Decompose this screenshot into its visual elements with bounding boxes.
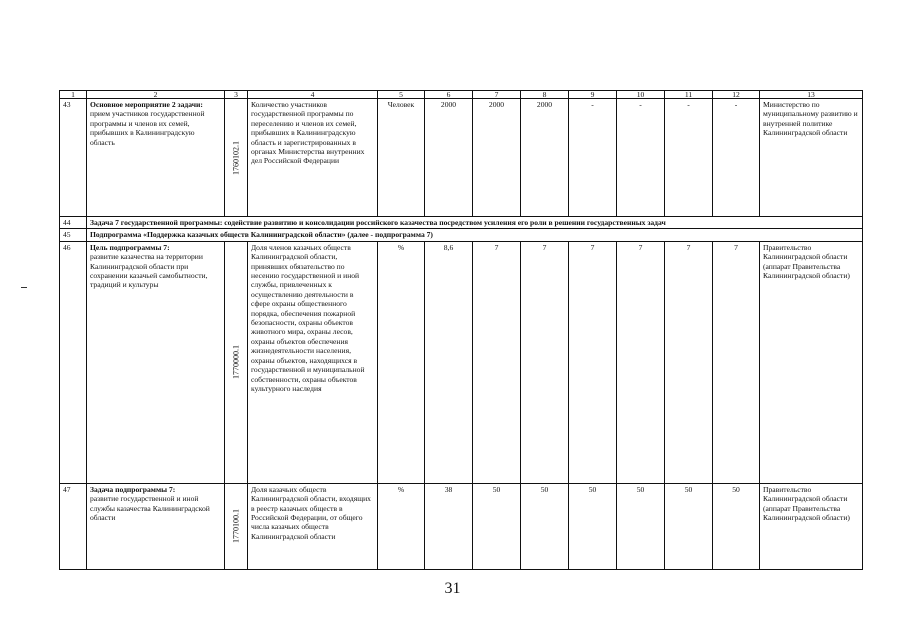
value-cell: - bbox=[617, 99, 665, 217]
code-value: 1760102.1 bbox=[231, 140, 241, 175]
measure-description: развитие казачества на территории Калининградской области при сохранении казачьей самобытности, традиций и культуры bbox=[90, 252, 208, 290]
row-number: 43 bbox=[60, 99, 87, 217]
measure-description: развитие государственной и иной службы казачества Калининградской области bbox=[90, 494, 210, 523]
value-cell: 7 bbox=[665, 241, 713, 483]
indicator-text: Доля членов казачьих обществ Калининградской области, принявших обязательство по несению государственной и иной службы, привлеченных к осуществлению деятельности в сфере охраны общественного порядка, обеспечения пожарной безопасности, охраны объектов животного мира, охраны лесов, охраны объектов обеспечения жизнедеятельности населения, охраны объектов, находящихся в государственной и муниципальной собственности, охраны объектов культурного наследия bbox=[248, 241, 378, 483]
value-cell: - bbox=[665, 99, 713, 217]
value-cell: 50 bbox=[569, 483, 617, 569]
code-cell bbox=[225, 241, 248, 483]
unit-cell: Человек bbox=[378, 99, 425, 217]
value-cell: 7 bbox=[473, 241, 521, 483]
code-cell bbox=[225, 99, 248, 217]
executor-cell: Министерство по муниципальному развитию и внутренней политике Калининградской области bbox=[760, 99, 863, 217]
value-cell: 7 bbox=[569, 241, 617, 483]
table-row bbox=[60, 99, 863, 217]
row-number: 46 bbox=[60, 241, 87, 483]
header-cell: 4 bbox=[248, 91, 378, 99]
header-cell: 11 bbox=[665, 91, 713, 99]
table-row bbox=[60, 483, 863, 569]
header-cell: 1 bbox=[60, 91, 87, 99]
table-row bbox=[60, 241, 863, 483]
indicator-text: Доля казачьих обществ Калининградской области, входящих в реестр казачьих обществ в Российской Федерации, от общего числа казачьих обществ Калининградской области bbox=[248, 483, 378, 569]
subprogram-heading: Подпрограмма «Поддержка казачьих обществ Калининградской области» (далее - подпрограмма 7) bbox=[87, 229, 863, 241]
measure-title: Основное мероприятие 2 задачи: bbox=[90, 100, 203, 109]
value-cell: 7 bbox=[713, 241, 760, 483]
unit-cell: % bbox=[378, 483, 425, 569]
margin-mark bbox=[21, 287, 27, 288]
header-cell: 13 bbox=[760, 91, 863, 99]
measure-name bbox=[87, 241, 225, 483]
measure-title: Цель подпрограммы 7: bbox=[90, 242, 170, 252]
measure-name bbox=[87, 99, 225, 217]
task-heading: Задача 7 государственной программы: содействие развитию и консолидации российского казачества посредством усиления его роли в решении государственных задач bbox=[87, 217, 863, 229]
value-cell: 50 bbox=[617, 483, 665, 569]
header-cell: 9 bbox=[569, 91, 617, 99]
measure-name bbox=[87, 483, 225, 569]
table-row bbox=[60, 217, 863, 229]
unit-cell: % bbox=[378, 241, 425, 483]
value-cell: 7 bbox=[521, 241, 569, 483]
value-cell: 50 bbox=[473, 483, 521, 569]
header-cell: 5 bbox=[378, 91, 425, 99]
measure-title: Задача подпрограммы 7: bbox=[90, 484, 176, 494]
code-cell bbox=[225, 483, 248, 569]
code-value: 1770100.1 bbox=[231, 509, 241, 544]
header-cell: 3 bbox=[225, 91, 248, 99]
value-cell: 8,6 bbox=[425, 241, 473, 483]
header-cell: 10 bbox=[617, 91, 665, 99]
row-number: 44 bbox=[60, 217, 87, 229]
value-cell: 2000 bbox=[473, 99, 521, 217]
row-number: 45 bbox=[60, 229, 87, 241]
indicator-text: Количество участников государственной программы по переселению и членов их семей, прибывших в Калининградскую область и зарегистрированных в органах Министерства внутренних дел Российской Федерации bbox=[248, 99, 378, 217]
page-number: 31 bbox=[444, 580, 461, 597]
row-number: 47 bbox=[60, 483, 87, 569]
header-cell: 6 bbox=[425, 91, 473, 99]
value-cell: 50 bbox=[713, 483, 760, 569]
header-row bbox=[60, 91, 863, 99]
indicators-table bbox=[59, 90, 863, 570]
table-row bbox=[60, 229, 863, 241]
value-cell: 2000 bbox=[425, 99, 473, 217]
value-cell: 38 bbox=[425, 483, 473, 569]
header-cell: 12 bbox=[713, 91, 760, 99]
code-value: 1770000.1 bbox=[231, 345, 241, 380]
executor-cell: Правительство Калининградской области (аппарат Правительства Калининградской области) bbox=[760, 241, 863, 483]
value-cell: - bbox=[569, 99, 617, 217]
value-cell: 50 bbox=[665, 483, 713, 569]
measure-description: прием участников государственной программы и членов их семей, прибывших в Калининградскую область bbox=[90, 109, 205, 147]
value-cell: 2000 bbox=[521, 99, 569, 217]
value-cell: 7 bbox=[617, 241, 665, 483]
executor-cell: Правительство Калининградской области (аппарат Правительства Калининградской области) bbox=[760, 483, 863, 569]
header-cell: 2 bbox=[87, 91, 225, 99]
value-cell: 50 bbox=[521, 483, 569, 569]
header-cell: 8 bbox=[521, 91, 569, 99]
header-cell: 7 bbox=[473, 91, 521, 99]
value-cell: - bbox=[713, 99, 760, 217]
